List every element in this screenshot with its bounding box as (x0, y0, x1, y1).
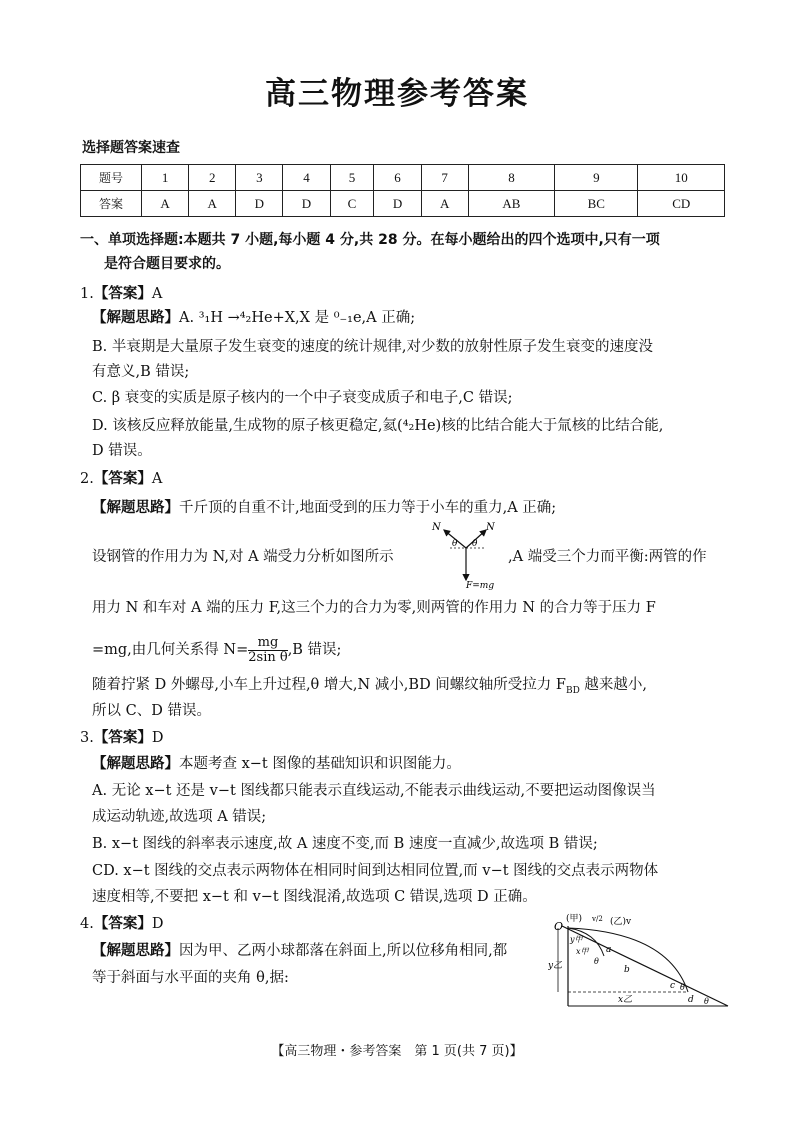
page-title: 高三物理参考答案 (265, 76, 529, 112)
table-cell-number: 5 (330, 165, 374, 191)
q2-answer: A (151, 471, 163, 487)
force-label-N-right: N (486, 522, 495, 533)
table-answer-label: 答案 (81, 191, 142, 217)
label-jia: (甲) (566, 914, 583, 924)
q1-answer-line (80, 283, 162, 305)
q1-answer: A (151, 286, 163, 302)
q3-option-a2: 成运动轨迹,故选项 A 错误; (92, 809, 267, 825)
q2-idea-tag: 【解题思路】 (92, 500, 179, 516)
table-cell-answer: A (421, 191, 468, 217)
q2-l4b: ,B 错误; (287, 642, 342, 658)
q1-option-c: C. β 衰变的实质是原子核内的一个中子衰变成质子和电子,C 错误; (92, 390, 513, 406)
q4-answer-line (80, 913, 163, 935)
q2-fraction (248, 636, 287, 665)
q2-l5-end: 越来越小, (579, 677, 648, 693)
label-O: O (554, 920, 564, 933)
q2-line3: 用力 N 和车对 A 端的压力 F,这三个力的合力为零,则两管的作用力 N 的合力等于压力 F (92, 600, 656, 616)
label-theta-jia: θ (594, 957, 599, 966)
table-cell-number: 9 (555, 165, 638, 191)
quick-ref-heading: 选择题答案速查 (82, 140, 180, 156)
force-label-theta-left: θ (452, 539, 458, 549)
slope-line (562, 926, 728, 1006)
q2-line2a: 设钢管的作用力为 N,对 A 端受力分析如图所示 (92, 549, 394, 565)
q1-number: 1. (80, 286, 94, 302)
table-cell-number: 4 (283, 165, 330, 191)
table-cell-answer: A (189, 191, 236, 217)
q3-answer-tag: 【答案】 (93, 730, 152, 746)
table-cell-number: 6 (374, 165, 421, 191)
label-y-jia: y甲 (570, 935, 583, 944)
q1-a-text: A. ³₁H →⁴₂He+X,X 是 ⁰₋₁e,A 正确; (179, 310, 416, 326)
force-label-N-left: N (432, 522, 441, 533)
q3-idea-tag: 【解题思路】 (92, 756, 179, 772)
q2-number: 2. (80, 471, 94, 487)
table-cell-answer: C (330, 191, 374, 217)
label-b: b (624, 965, 630, 975)
q3-answer: D (151, 730, 164, 746)
label-c: c (670, 981, 676, 991)
table-cell-number: 1 (142, 165, 189, 191)
table-cell-answer: D (374, 191, 421, 217)
label-x-yi: x乙 (618, 995, 633, 1005)
q3-number: 3. (80, 730, 94, 746)
label-v2: v/2 (592, 915, 603, 923)
q2-l4a: =mg,由几何关系得 N= (92, 642, 249, 658)
q2-answer-line (80, 468, 162, 490)
table-cell-answer: BC (555, 191, 638, 217)
q1-option-b2: 有意义,B 错误; (92, 364, 190, 380)
table-cell-number: 10 (638, 165, 725, 191)
table-cell-number: 7 (421, 165, 468, 191)
section1-line1: 一、单项选择题:本题共 7 小题,每小题 4 分,共 28 分。在每小题给出的四个选项中,只有一项 (80, 232, 660, 248)
q2-fraction-den: 2sin θ (248, 649, 288, 665)
q2-l1-text: 千斤顶的自重不计,地面受到的压力等于小车的重力,A 正确; (179, 500, 557, 516)
q3-option-a1: A. 无论 x−t 还是 v−t 图线都只能表示直线运动,不能表示曲线运动,不要把运动图像误当 (92, 783, 656, 799)
force-diagram (428, 520, 510, 592)
table-cell-answer: CD (638, 191, 725, 217)
q1-option-b1: B. 半衰期是大量原子发生衰变的速度的统计规律,对少数的放射性原子发生衰变的速度没 (92, 339, 653, 355)
label-theta-d: θ (704, 997, 709, 1006)
q2-line6: 所以 C、D 错误。 (92, 703, 211, 719)
q3-l1-text: 本题考查 x−t 图像的基础知识和识图能力。 (179, 756, 461, 772)
answer-table-number-row (81, 165, 725, 191)
table-cell-answer: D (236, 191, 283, 217)
page-footer: 【高三物理・参考答案 第 1 页(共 7 页)】 (271, 1044, 523, 1059)
q4-line1 (92, 940, 507, 962)
q2-l5-sub: BD (565, 685, 580, 696)
label-yi: (乙)v (610, 917, 632, 927)
label-y-yi: y乙 (548, 961, 563, 971)
q1-idea-tag: 【解题思路】 (92, 310, 179, 326)
q2-line1 (92, 497, 732, 519)
answer-table-answer-row (81, 191, 725, 217)
q4-answer: D (151, 916, 164, 932)
q3-line1 (92, 753, 732, 775)
force-label-F: F=mg (466, 581, 495, 591)
label-d: d (688, 995, 694, 1005)
q4-idea-tag: 【解题思路】 (92, 943, 179, 959)
table-cell-number: 3 (236, 165, 283, 191)
force-label-theta-right: θ (472, 539, 478, 549)
q1-option-d2: D 错误。 (92, 443, 152, 459)
label-theta-c: θ (680, 983, 685, 992)
answer-table (80, 164, 725, 217)
table-cell-number: 8 (468, 165, 554, 191)
q3-option-cd1: CD. x−t 图线的交点表示两物体在相同时间到达相同位置,而 v−t 图线的交点表示两物体 (92, 863, 659, 879)
section1-line2: 是符合题目要求的。 (104, 256, 230, 272)
q3-option-cd2: 速度相等,不要把 x−t 和 v−t 图线混淆,故选项 C 错误,选项 D 正确。 (92, 889, 537, 905)
label-a: a (606, 945, 612, 955)
q1-option-d1: D. 该核反应释放能量,生成物的原子核更稳定,氦(⁴₂He)核的比结合能大于氚核的比结合能, (92, 418, 664, 434)
projectile-diagram (548, 912, 732, 1012)
table-cell-answer: AB (468, 191, 554, 217)
table-cell-answer: D (283, 191, 330, 217)
table-header-label: 题号 (81, 165, 142, 191)
table-cell-number: 2 (189, 165, 236, 191)
label-x-jia: x甲 (576, 947, 589, 956)
q3-answer-line (80, 727, 163, 749)
q2-fraction-num: mg (248, 636, 287, 651)
q2-line4 (92, 630, 341, 670)
q1-option-a (92, 307, 732, 329)
q2-l5-text: 随着拧紧 D 外螺母,小车上升过程,θ 增大,N 减小,BD 间螺纹轴所受拉力 F (92, 677, 566, 693)
q4-number: 4. (80, 916, 94, 932)
q1-answer-tag: 【答案】 (93, 286, 152, 302)
q2-answer-tag: 【答案】 (93, 471, 152, 487)
q2-line2b: ,A 端受三个力而平衡:两管的作 (508, 549, 707, 565)
q4-l1-text: 因为甲、乙两小球都落在斜面上,所以位移角相同,都 (179, 943, 508, 959)
q2-line5 (92, 674, 732, 702)
q4-answer-tag: 【答案】 (93, 916, 152, 932)
q3-option-b: B. x−t 图线的斜率表示速度,故 A 速度不变,而 B 速度一直减少,故选项 B 错误; (92, 836, 598, 852)
table-cell-answer: A (142, 191, 189, 217)
q4-line2: 等于斜面与水平面的夹角 θ,据: (92, 970, 289, 986)
